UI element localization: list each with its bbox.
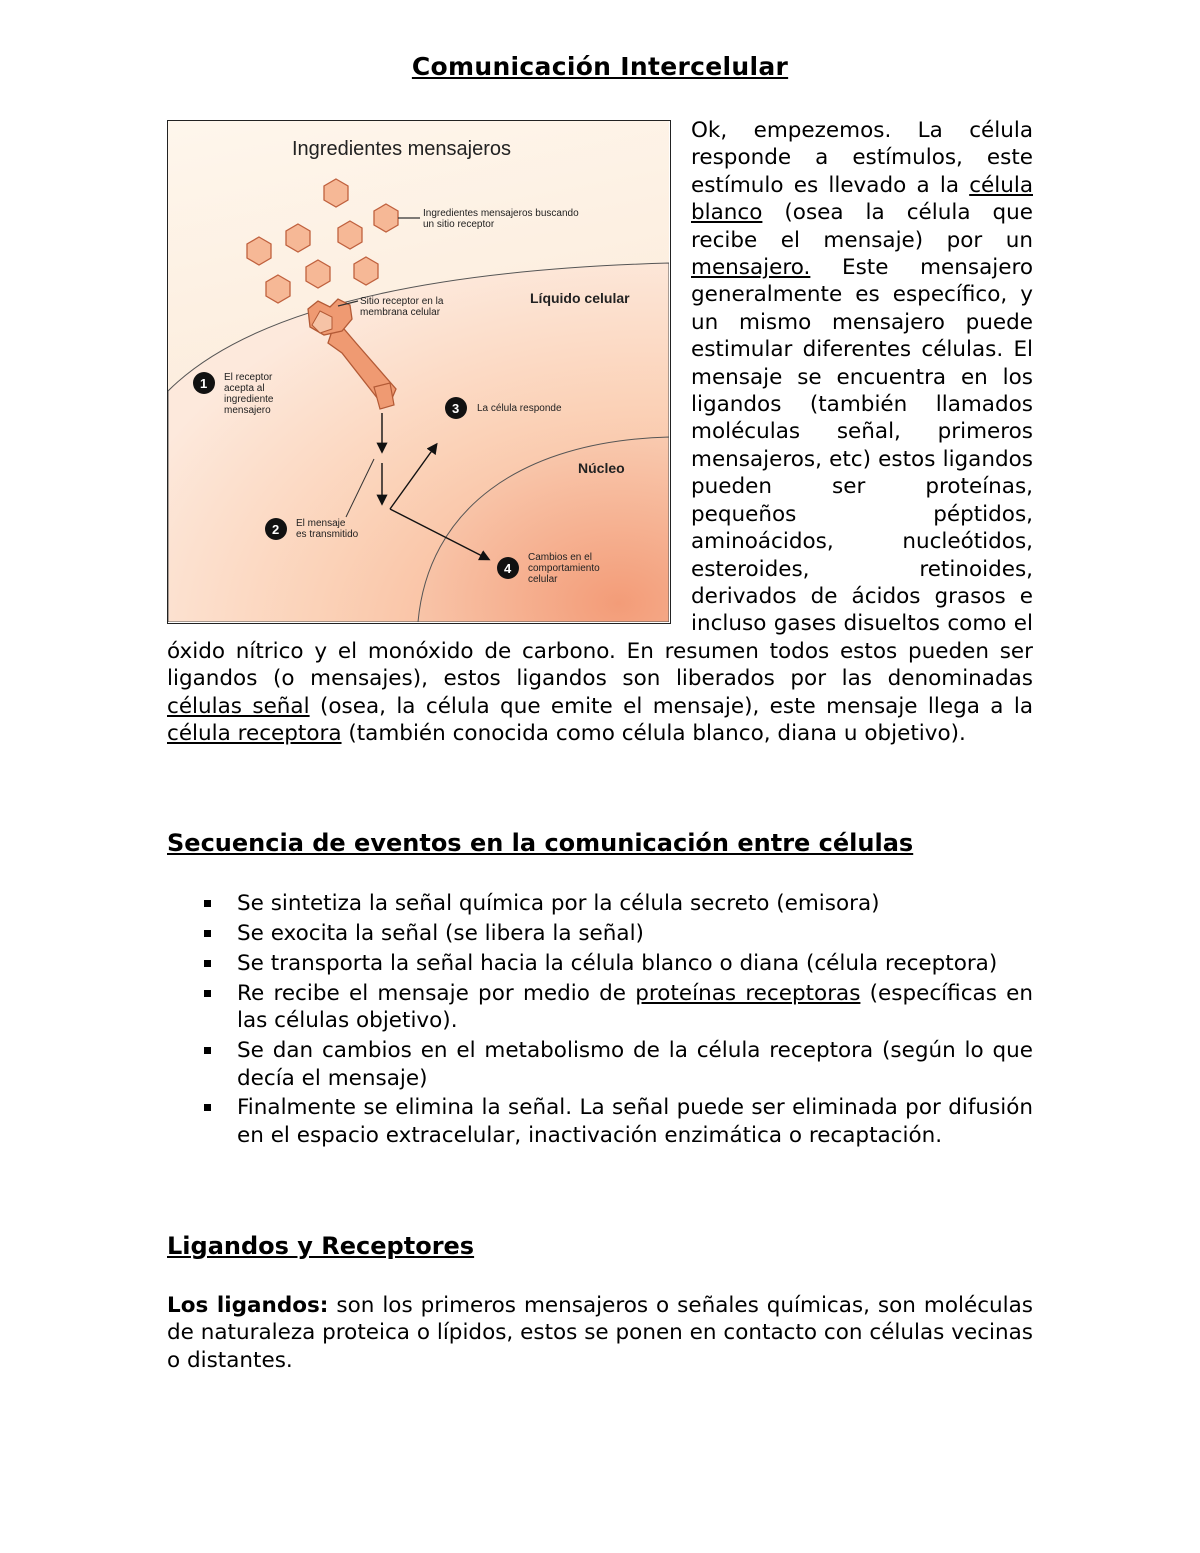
label-liquid: Líquido celular [530, 290, 630, 306]
step4-line2: comportamiento [528, 563, 600, 574]
step1-line4: mensajero [224, 405, 271, 416]
step2-number: 2 [272, 522, 280, 537]
step4-line3: celular [528, 574, 558, 585]
messenger-diagram-figure [167, 120, 671, 624]
label-site-1: Sitio receptor en la [360, 296, 444, 307]
term-celula-blanco: célula blanco [691, 172, 1033, 226]
term-proteinas-receptoras: proteínas receptoras [635, 980, 861, 1006]
messenger-diagram [168, 121, 669, 622]
step1-number: 1 [200, 376, 208, 391]
list-item: Se dan cambios en el metabolismo de la célula receptora (según lo que decía el mensaje) [200, 1037, 1033, 1092]
page-title: Comunicación Intercelular [411, 52, 789, 81]
event-sequence-list [200, 890, 1033, 1152]
label-seeking-1: Ingredientes mensajeros buscando [423, 208, 579, 219]
step3-number: 3 [452, 401, 460, 416]
section-heading-sequence: Secuencia de eventos en la comunicación entre células [167, 829, 914, 857]
intro-text-5: (también conocida como célula blanco, diana u objetivo). [341, 720, 966, 746]
intro-text-1: Ok, empezemos. La célula responde a estímulos, este estímulo es llevado a la [691, 118, 1033, 198]
ligands-text: son los primeros mensajeros o señales químicas, son moléculas de naturaleza proteica o lípidos, estos se ponen en contacto con células vecinas o distantes. [167, 1293, 1033, 1373]
term-celula-receptora: célula receptora [167, 720, 342, 746]
step4-number: 4 [504, 561, 512, 576]
bullet-square-icon [204, 930, 211, 937]
intro-text-4: (osea, la célula que emite el mensaje), este mensaje llega a la [309, 693, 1033, 719]
label-seeking-2: un sitio receptor [423, 219, 495, 230]
intro-text-2: (osea la célula que recibe el mensaje) por un [691, 200, 1033, 253]
step1-line2: acepta al [224, 383, 265, 394]
bullet-square-icon [204, 990, 211, 997]
step1-line3: ingrediente [224, 394, 274, 405]
intro-section [167, 117, 1033, 747]
step4-line1: Cambios en el [528, 552, 592, 563]
term-mensajero: mensajero. [691, 255, 811, 281]
bullet-square-icon [204, 1104, 211, 1111]
step2-line2: es transmitido [296, 529, 359, 540]
label-site-2: membrana celular [360, 307, 441, 318]
list-item: Re recibe el mensaje por medio de proteínas receptoras (específicas en las células objetivo). [200, 980, 1033, 1035]
step2-line1: El mensaje [296, 518, 346, 529]
section-heading-ligands: Ligandos y Receptores [167, 1232, 475, 1260]
ligands-term: Los ligandos: [167, 1293, 329, 1318]
intro-text-3: Este mensajero generalmente es específico, y un mismo mensajero puede estimular diferentes células. El mensaje se encuentra en los ligandos (también llamados moléculas señal, primeros mensajeros, etc) estos ligandos pueden ser proteínas, pequeños péptidos, aminoácidos, nucleótidos, esteroides, retinoides, derivados de ácidos grasos e incluso gases disueltos como el óxido nítrico y el monóxido de carbono. En resumen todos estos pueden ser ligandos (o mensajes), estos ligandos son liberados por las denominadas [167, 255, 1033, 692]
list-item: Se exocita la señal (se libera la señal) [200, 920, 1033, 948]
term-celulas-senal: células señal [167, 693, 310, 719]
step1-line1: El receptor [224, 372, 273, 383]
bullet-square-icon [204, 900, 211, 907]
list-item: Se sintetiza la señal química por la célula secreto (emisora) [200, 890, 1033, 918]
bullet-square-icon [204, 1047, 211, 1054]
ligands-paragraph [167, 1292, 1033, 1374]
figure-title: Ingredientes mensajeros [292, 138, 512, 160]
bullet-square-icon [204, 960, 211, 967]
list-item: Finalmente se elimina la señal. La señal puede ser eliminada por difusión en el espacio extracelular, inactivación enzimática o recaptación. [200, 1094, 1033, 1149]
step3-label: La célula responde [477, 403, 562, 414]
label-nucleus: Núcleo [578, 460, 625, 476]
list-item: Se transporta la señal hacia la célula blanco o diana (célula receptora) [200, 950, 1033, 978]
